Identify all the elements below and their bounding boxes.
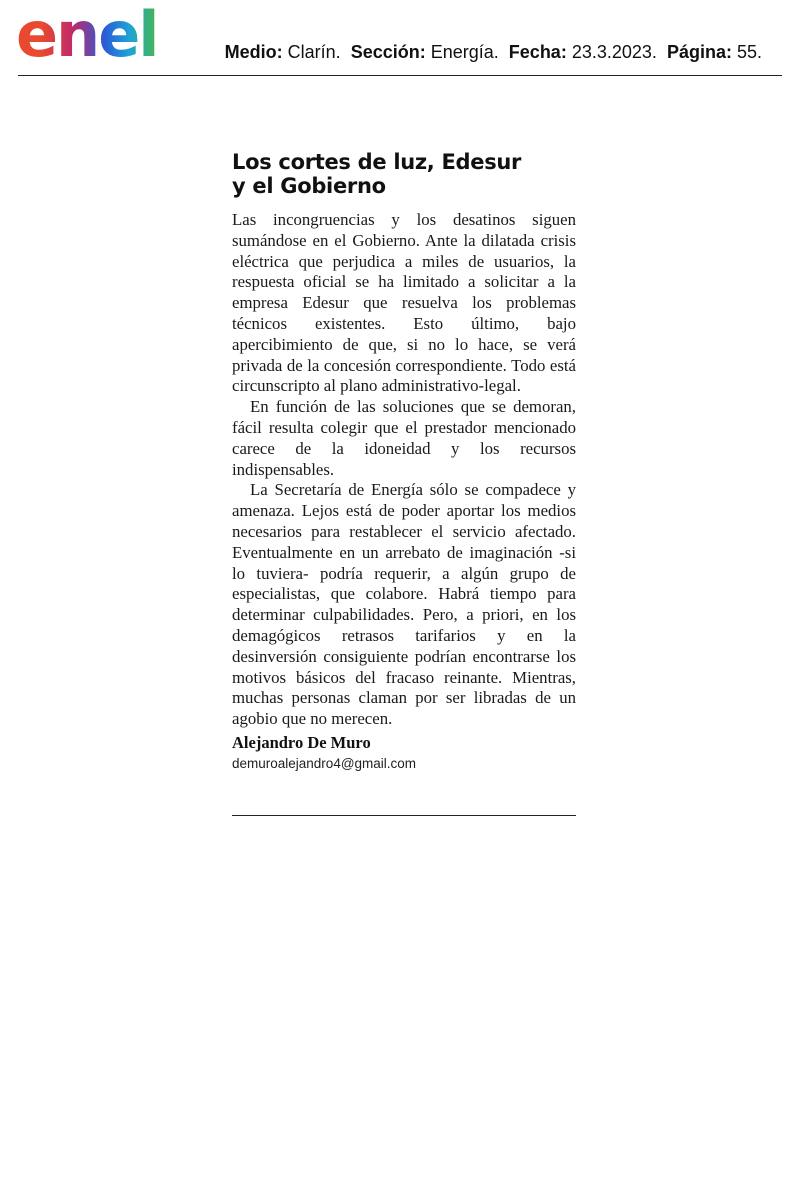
fecha-label: Fecha:	[508, 42, 567, 62]
letter-article	[232, 150, 576, 774]
clipping-metadata	[225, 42, 762, 63]
header-divider	[18, 75, 782, 76]
seccion-label: Sección:	[350, 42, 426, 62]
article-paragraph-3: La Secretaría de Energía sólo se compadece y amenaza. Lejos está de poder aportar los medios necesarios para restablecer el servicio afectado. Eventualmente en un arrebato de imaginación -si lo tuviera- podría requerir, a algún grupo de especialistas, que colabore. Habrá tiempo para determinar culpabilidades. Pero, a priori, en los demagógicos retrasos tarifarios y en la desinversión consiguiente podrían encontrarse los motivos básicos del fracaso reinante. Mientras, muchas personas claman por ser libradas de un agobio que no merecen.	[232, 480, 576, 729]
article-title-line-1: Los cortes de luz, Edesur	[232, 150, 522, 174]
pagina-label: Página:	[666, 42, 732, 62]
pagina-value: 55.	[736, 42, 762, 62]
medio-label: Medio:	[224, 42, 283, 62]
article-author: Alejandro De Muro	[232, 732, 371, 752]
article-title	[232, 150, 576, 198]
author-email: demuroalejandro4@gmail.com	[232, 755, 417, 771]
article-paragraph-1: Las incongruencias y los desatinos siguen sumándose en el Gobierno. Ante la dilatada crisis eléctrica que perjudica a miles de usuarios, la respuesta oficial se ha limitado a solicitar a la empresa Edesur que resuelva los problemas técnicos existentes. Esto último, bajo apercibimiento de que, si no lo hace, se verá privada de la concesión correspondiente. Todo está circunscripto al plano administrativo-legal.	[232, 210, 576, 396]
article-end-divider	[232, 815, 576, 816]
medio-value: Clarín.	[287, 42, 341, 62]
seccion-value: Energía.	[430, 42, 499, 62]
enel-logo-text: enel	[16, 0, 158, 71]
enel-logo	[16, 0, 183, 71]
article-paragraph-2: En función de las soluciones que se demoran, fácil resulta colegir que el prestador mencionado carece de la idoneidad y los recursos indispensables.	[232, 397, 576, 479]
article-title-line-2: y el Gobierno	[232, 174, 386, 198]
fecha-value: 23.3.2023.	[571, 42, 657, 62]
page-header	[18, 0, 782, 76]
